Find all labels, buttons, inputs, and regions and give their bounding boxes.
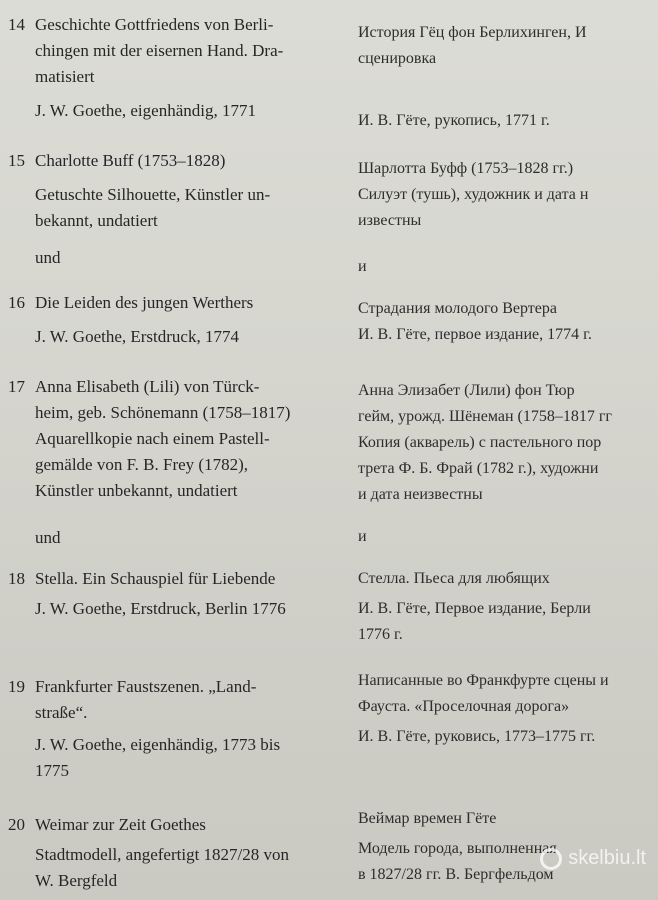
german-subtitle-line: W. Bergfeld (35, 871, 118, 890)
conjunction-i: и (358, 258, 367, 275)
german-subtitle-line: Künstler unbekannt, undatiert (35, 481, 238, 500)
entry-russian-text (358, 668, 658, 750)
entry-russian-text (358, 378, 658, 508)
german-title-line: matisiert (35, 67, 95, 86)
russian-title-line: История Гёц фон Берлихинген, И (358, 24, 587, 41)
entry-number: 19 (8, 677, 25, 696)
german-title-line: straße“. (35, 703, 88, 722)
german-subtitle-line: Aquarellkopie nach einem Pastell- (35, 429, 270, 448)
entry-german-text (35, 674, 335, 784)
german-subtitle-line: J. W. Goethe, Erstdruck, Berlin 1776 (35, 599, 286, 618)
russian-subtitle-line: И. В. Гёте, Первое издание, Берли (358, 600, 591, 617)
russian-subtitle-line: Копия (акварель) с пастельного пор (358, 434, 602, 451)
russian-subtitle-line: трета Ф. Б. Фрай (1782 г.), художни (358, 460, 599, 477)
russian-subtitle-line: Силуэт (тушь), художник и дата н (358, 186, 589, 203)
entry-russian-text (358, 296, 658, 348)
german-subtitle-line: gemälde von F. B. Frey (1782), (35, 455, 248, 474)
german-subtitle-line: bekannt, undatiert (35, 211, 158, 230)
entry-russian-text (358, 566, 658, 648)
russian-title-line: Веймар времен Гёте (358, 810, 497, 827)
entry-number: 17 (8, 377, 25, 396)
german-subtitle-line: J. W. Goethe, eigenhändig, 1773 bis (35, 735, 281, 754)
german-subtitle-line: 1775 (35, 761, 69, 780)
russian-title-line: гейм, урожд. Шёнеман (1758–1817 гг (358, 408, 612, 425)
german-title-line: Stella. Ein Schauspiel für Liebende (35, 569, 276, 588)
russian-subtitle-line: известны (358, 212, 422, 229)
conjunction-und: und (35, 248, 61, 267)
entry-russian-text (358, 20, 658, 134)
german-title-line: chingen mit der eisernen Hand. Dra- (35, 41, 284, 60)
entry-german-text (35, 12, 335, 124)
german-subtitle-line: Stadtmodell, angefertigt 1827/28 von (35, 845, 290, 864)
russian-title-line: сценировка (358, 50, 437, 67)
russian-title-line: Стелла. Пьеса для любящих (358, 570, 550, 587)
entry-number: 20 (8, 815, 25, 834)
entry-russian-text (358, 156, 658, 234)
russian-title-line: Шарлотта Буфф (1753–1828 гг.) (358, 160, 574, 177)
german-subtitle-line: J. W. Goethe, Erstdruck, 1774 (35, 327, 239, 346)
german-title-line: Geschichte Gottfriedens von Berli- (35, 15, 274, 34)
entry-german-text (35, 566, 335, 622)
entry-number: 14 (8, 15, 25, 34)
russian-subtitle-line: и дата неизвестны (358, 486, 483, 503)
russian-subtitle-line: И. В. Гёте, первое издание, 1774 г. (358, 326, 592, 343)
entry-german-text (35, 374, 335, 504)
russian-title-line: Фауста. «Проселочная дорога» (358, 698, 570, 715)
russian-subtitle-line: в 1827/28 гг. В. Бергфельдом (358, 866, 554, 883)
conjunction-und: und (35, 528, 61, 547)
russian-title-line: Анна Элизабет (Лили) фон Тюр (358, 382, 575, 399)
german-subtitle-line: Getuschte Silhouette, Künstler un- (35, 185, 271, 204)
watermark (540, 847, 646, 870)
german-title-line: Anna Elisabeth (Lili) von Türck- (35, 377, 260, 396)
german-title-line: Frankfurter Faustszenen. „Land- (35, 677, 257, 696)
russian-subtitle-line: И. В. Гёте, рукопись, 1771 г. (358, 112, 550, 129)
russian-subtitle-line: Модель города, выполненная (358, 840, 557, 857)
entry-german-text (35, 290, 335, 350)
german-title-line: Charlotte Buff (1753–1828) (35, 151, 226, 170)
german-title-line: Weimar zur Zeit Goethes (35, 815, 206, 834)
conjunction-i: и (358, 528, 367, 545)
entry-number: 18 (8, 569, 25, 588)
entry-german-text (35, 812, 335, 894)
entry-number: 15 (8, 151, 25, 170)
russian-subtitle-line: 1776 г. (358, 626, 403, 643)
entry-number: 16 (8, 293, 25, 312)
watermark-logo-icon (540, 848, 562, 870)
watermark-text: skelbiu.lt (568, 847, 646, 869)
russian-title-line: Страдания молодого Вертера (358, 300, 557, 317)
entry-german-text (35, 148, 335, 234)
russian-subtitle-line: И. В. Гёте, руковись, 1773–1775 гг. (358, 728, 596, 745)
russian-title-line: Написанные во Франкфурте сцены и (358, 672, 609, 689)
german-title-line: heim, geb. Schönemann (1758–1817) (35, 403, 291, 422)
german-title-line: Die Leiden des jungen Werthers (35, 293, 254, 312)
german-subtitle-line: J. W. Goethe, eigenhändig, 1771 (35, 101, 256, 120)
